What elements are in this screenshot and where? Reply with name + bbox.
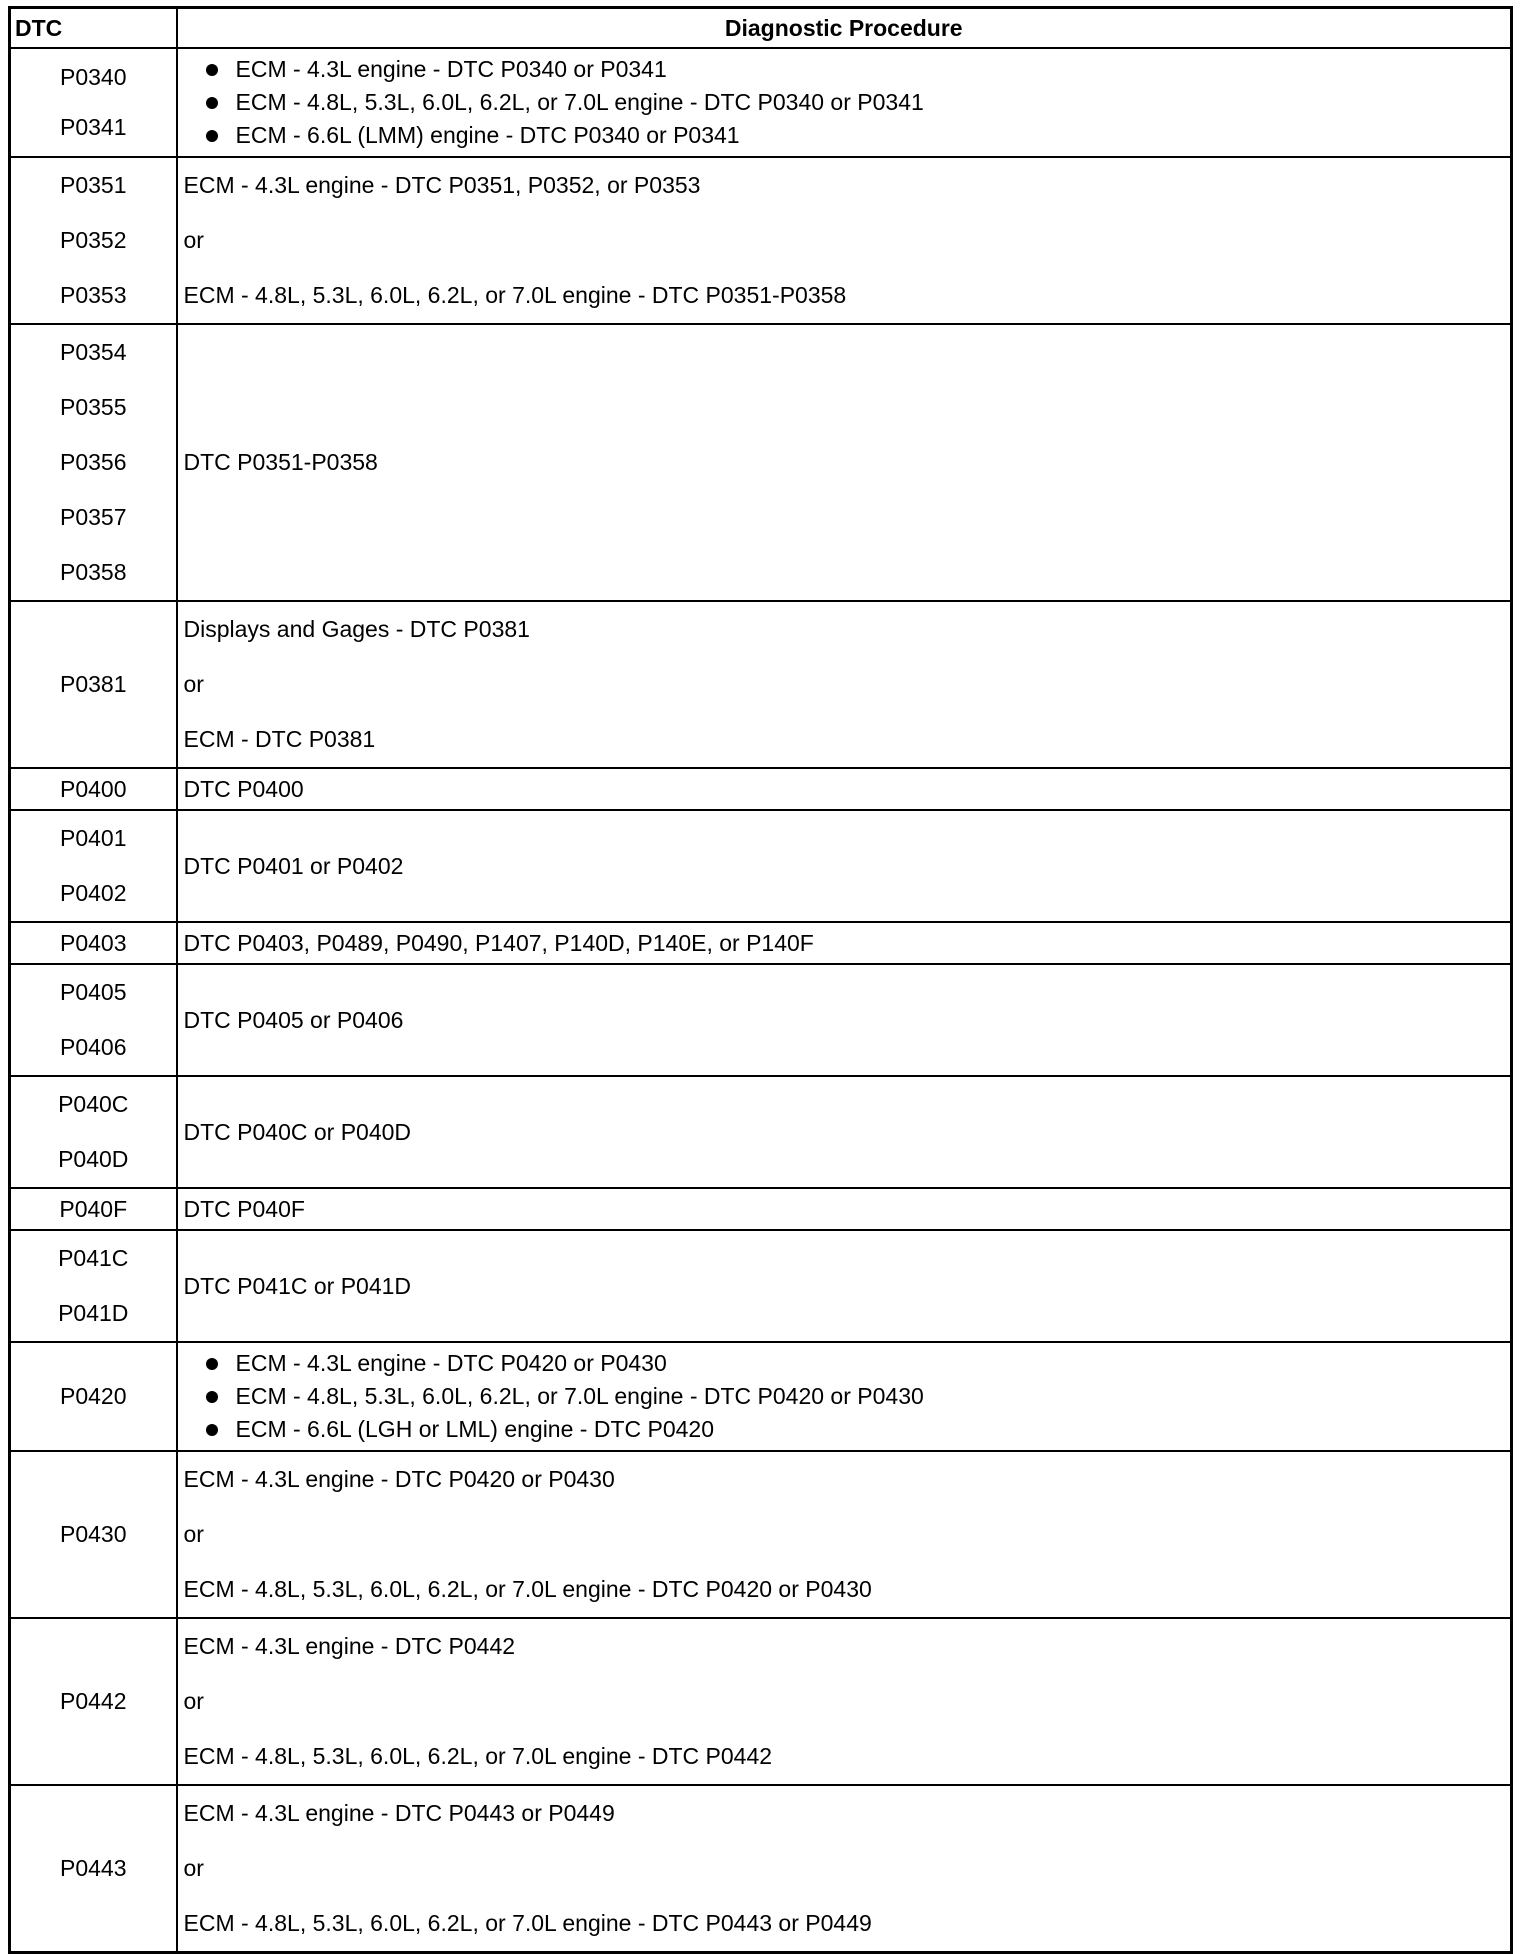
procedure-bullet-list xyxy=(184,1343,1511,1450)
table-row xyxy=(10,1076,1512,1188)
dtc-code: P0400 xyxy=(59,776,127,802)
table-row xyxy=(10,964,1512,1076)
dtc-code: P0340 xyxy=(59,64,127,90)
procedure-bullet-item: ECM - 6.6L (LGH or LML) engine - DTC P0420 xyxy=(204,1413,1511,1446)
table-row xyxy=(10,1188,1512,1230)
dtc-cell xyxy=(10,1188,177,1230)
procedure-text: DTC P040F xyxy=(183,1196,305,1222)
procedure-cell xyxy=(177,157,1512,324)
dtc-code: P0381 xyxy=(59,671,127,697)
table-row xyxy=(10,810,1512,922)
dtc-code: P0353 xyxy=(59,282,127,308)
or-separator: or xyxy=(183,1688,204,1714)
dtc-cell xyxy=(10,1342,177,1451)
dtc-cell xyxy=(10,1618,177,1785)
procedure-cell xyxy=(177,1230,1512,1342)
dtc-cell xyxy=(10,810,177,922)
dtc-code: P0442 xyxy=(59,1688,127,1714)
procedure-text: ECM - DTC P0381 xyxy=(183,726,376,752)
procedure-bullet-list xyxy=(184,49,1511,156)
dtc-code: P0402 xyxy=(59,880,127,906)
procedure-text: ECM - 4.3L engine - DTC P0443 or P0449 xyxy=(183,1800,615,1826)
dtc-code: P0358 xyxy=(59,559,127,585)
procedure-cell xyxy=(177,768,1512,810)
procedure-cell xyxy=(177,48,1512,157)
table-row xyxy=(10,1451,1512,1618)
dtc-code: P0405 xyxy=(59,979,127,1005)
procedure-text: DTC P0351-P0358 xyxy=(183,449,378,475)
dtc-cell xyxy=(10,601,177,768)
procedure-text: DTC P0401 or P0402 xyxy=(183,853,404,879)
procedure-text: ECM - 4.8L, 5.3L, 6.0L, 6.2L, or 7.0L engine - DTC P0443 or P0449 xyxy=(183,1910,872,1936)
dtc-cell xyxy=(10,157,177,324)
dtc-cell xyxy=(10,922,177,964)
dtc-code: P0354 xyxy=(59,339,127,365)
procedure-text: ECM - 4.8L, 5.3L, 6.0L, 6.2L, or 7.0L engine - DTC P0420 or P0430 xyxy=(183,1576,872,1602)
procedure-cell xyxy=(177,1188,1512,1230)
procedure-text: DTC P041C or P041D xyxy=(183,1273,412,1299)
dtc-code: P0430 xyxy=(59,1521,127,1547)
procedure-text: DTC P040C or P040D xyxy=(183,1119,412,1145)
dtc-code: P0420 xyxy=(59,1383,127,1409)
table-row xyxy=(10,922,1512,964)
dtc-cell xyxy=(10,1230,177,1342)
procedure-bullet-item: ECM - 4.8L, 5.3L, 6.0L, 6.2L, or 7.0L engine - DTC P0340 or P0341 xyxy=(204,86,1511,119)
dtc-code: P0403 xyxy=(59,930,127,956)
dtc-cell xyxy=(10,48,177,157)
dtc-table xyxy=(8,6,1513,1954)
or-separator: or xyxy=(183,1855,204,1881)
procedure-text: ECM - 4.3L engine - DTC P0420 or P0430 xyxy=(183,1466,615,1492)
dtc-column-header: DTC xyxy=(10,8,177,49)
dtc-cell xyxy=(10,964,177,1076)
table-body xyxy=(10,48,1512,1953)
procedure-bullet-item: ECM - 4.8L, 5.3L, 6.0L, 6.2L, or 7.0L engine - DTC P0420 or P0430 xyxy=(204,1380,1511,1413)
procedure-cell xyxy=(177,1618,1512,1785)
table-header-row xyxy=(10,8,1512,49)
procedure-text: ECM - 4.8L, 5.3L, 6.0L, 6.2L, or 7.0L engine - DTC P0442 xyxy=(183,1743,773,1769)
procedure-cell xyxy=(177,1451,1512,1618)
procedure-cell xyxy=(177,1785,1512,1953)
procedure-text: ECM - 4.3L engine - DTC P0351, P0352, or P0353 xyxy=(183,172,701,198)
table-row xyxy=(10,1230,1512,1342)
table-row xyxy=(10,1342,1512,1451)
table-row xyxy=(10,157,1512,324)
dtc-code: P0357 xyxy=(59,504,127,530)
dtc-cell xyxy=(10,1076,177,1188)
table-row xyxy=(10,48,1512,157)
dtc-code: P041D xyxy=(58,1300,129,1326)
dtc-code: P0406 xyxy=(59,1034,127,1060)
procedure-cell xyxy=(177,922,1512,964)
dtc-cell xyxy=(10,324,177,601)
procedure-text: DTC P0403, P0489, P0490, P1407, P140D, P140E, or P140F xyxy=(183,930,814,956)
dtc-code: P0443 xyxy=(59,1855,127,1881)
table-row xyxy=(10,1618,1512,1785)
procedure-cell xyxy=(177,1342,1512,1451)
procedure-text: DTC P0400 xyxy=(183,776,304,802)
procedure-cell xyxy=(177,810,1512,922)
procedure-cell xyxy=(177,324,1512,601)
procedure-text: Displays and Gages - DTC P0381 xyxy=(183,616,530,642)
table-row xyxy=(10,601,1512,768)
procedure-cell xyxy=(177,964,1512,1076)
table-row xyxy=(10,768,1512,810)
procedure-bullet-item: ECM - 6.6L (LMM) engine - DTC P0340 or P0341 xyxy=(204,119,1511,152)
procedure-text: ECM - 4.8L, 5.3L, 6.0L, 6.2L, or 7.0L engine - DTC P0351-P0358 xyxy=(183,282,847,308)
procedure-text: DTC P0405 or P0406 xyxy=(183,1007,404,1033)
procedure-bullet-item: ECM - 4.3L engine - DTC P0420 or P0430 xyxy=(204,1347,1511,1380)
dtc-code: P0355 xyxy=(59,394,127,420)
procedure-bullet-item: ECM - 4.3L engine - DTC P0340 or P0341 xyxy=(204,53,1511,86)
procedure-cell xyxy=(177,1076,1512,1188)
dtc-cell xyxy=(10,1785,177,1953)
procedure-cell xyxy=(177,601,1512,768)
or-separator: or xyxy=(183,671,204,697)
dtc-code: P0352 xyxy=(59,227,127,253)
procedure-text: ECM - 4.3L engine - DTC P0442 xyxy=(183,1633,516,1659)
dtc-code: P0341 xyxy=(59,113,127,140)
dtc-code: P041C xyxy=(58,1245,129,1271)
dtc-code: P0351 xyxy=(59,172,127,198)
dtc-cell xyxy=(10,1451,177,1618)
dtc-cell xyxy=(10,768,177,810)
or-separator: or xyxy=(183,227,204,253)
dtc-code: P040D xyxy=(58,1146,129,1172)
dtc-code: P0356 xyxy=(59,449,127,475)
dtc-code: P0401 xyxy=(59,825,127,851)
table-row xyxy=(10,1785,1512,1953)
dtc-code: P040F xyxy=(59,1196,128,1222)
dtc-code: P040C xyxy=(58,1091,129,1117)
table-row xyxy=(10,324,1512,601)
or-separator: or xyxy=(183,1521,204,1547)
procedure-column-header: Diagnostic Procedure xyxy=(177,8,1512,49)
